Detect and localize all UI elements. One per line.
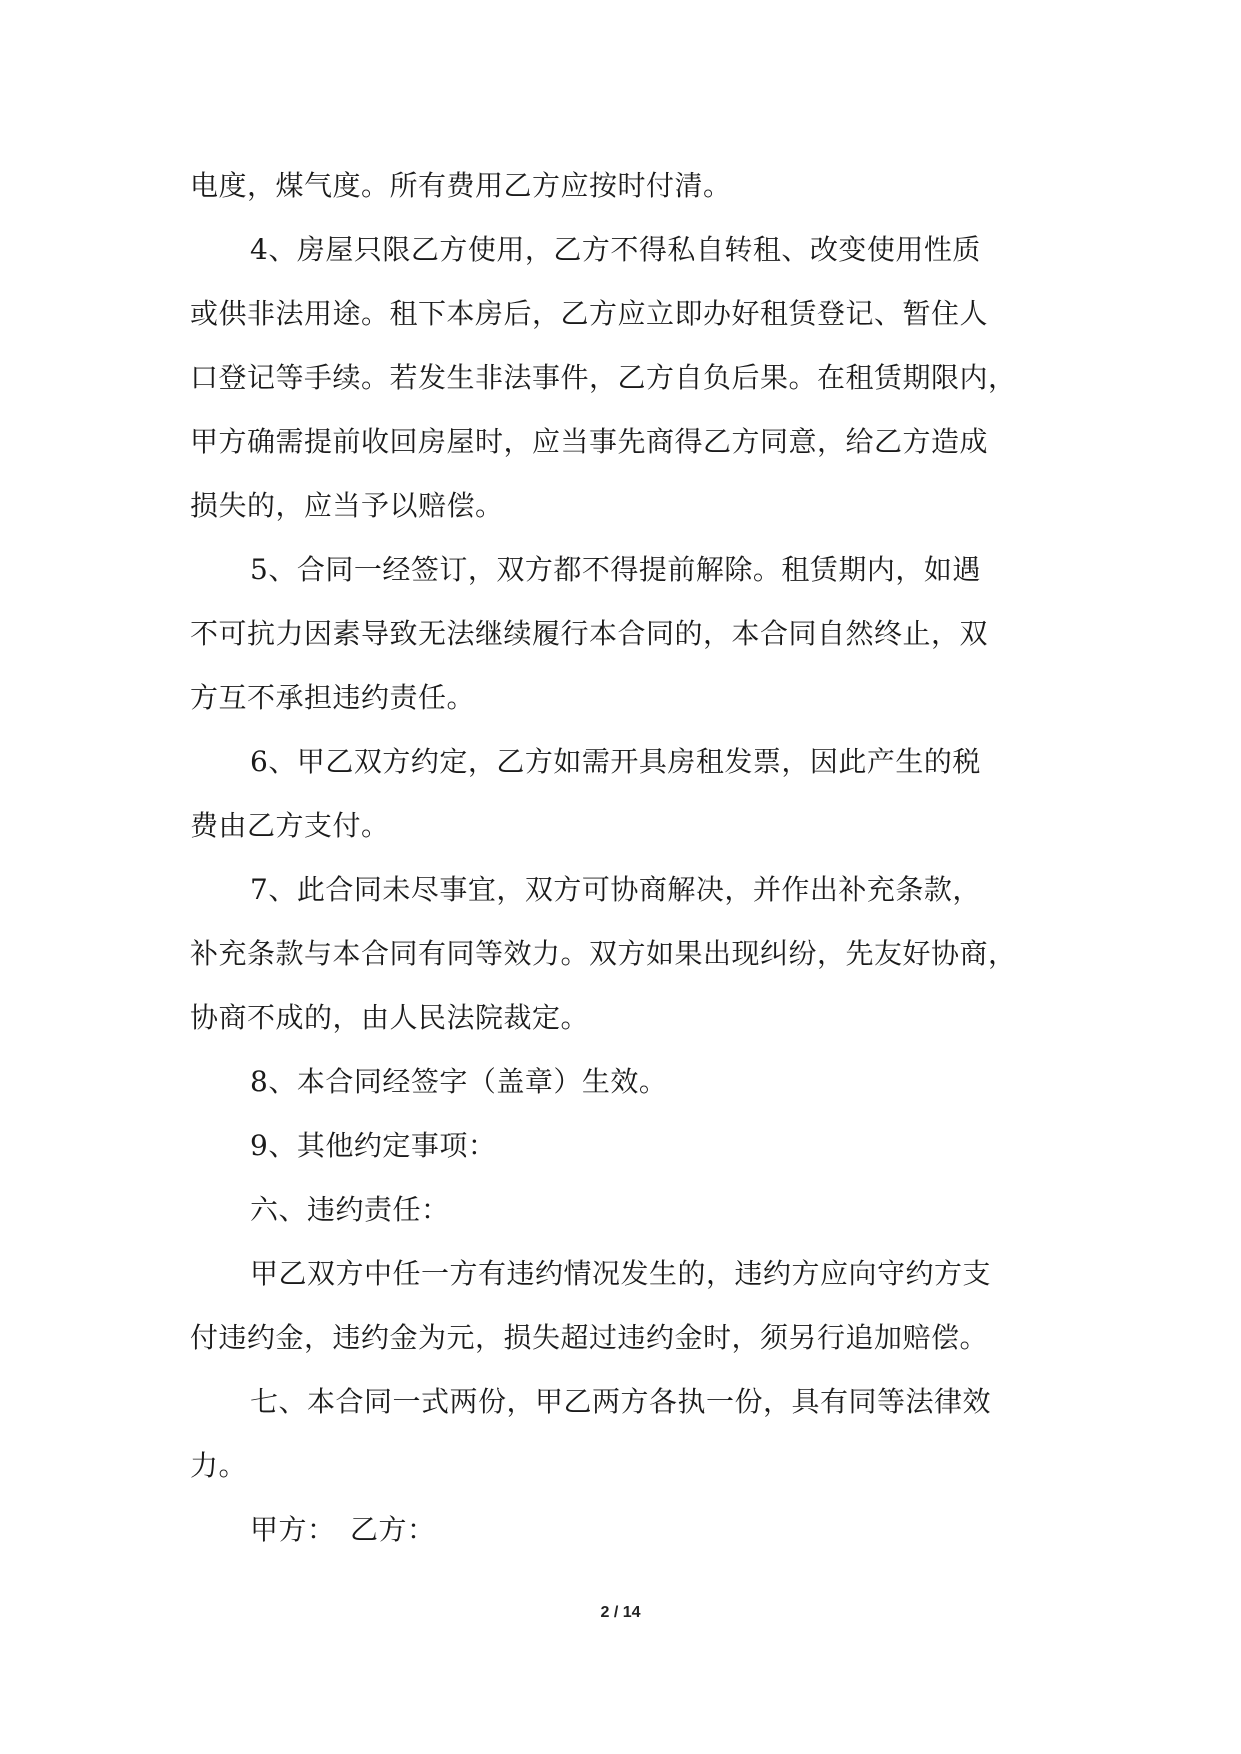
clause-8-line: 8、本合同经签字（盖章）生效。 bbox=[250, 1065, 668, 1098]
text-line: 方互不承担违约责任。 bbox=[190, 681, 476, 714]
text-line: 口登记等手续。若发生非法事件，乙方自负后果。在租赁期限内， bbox=[190, 361, 1017, 394]
document-body bbox=[190, 154, 1060, 1562]
text-line: 付违约金，违约金为元，损失超过违约金时，须另行追加赔偿。 bbox=[190, 1321, 989, 1354]
clause-5-line: 5、合同一经签订，双方都不得提前解除。租赁期内，如遇 bbox=[250, 553, 981, 586]
text-line: 损失的，应当予以赔偿。 bbox=[190, 489, 504, 522]
text-line: 费由乙方支付。 bbox=[190, 809, 390, 842]
clause-4-line: 4、房屋只限乙方使用，乙方不得私自转租、改变使用性质 bbox=[250, 233, 981, 266]
text-line: 甲方确需提前收回房屋时，应当事先商得乙方同意，给乙方造成 bbox=[190, 425, 989, 458]
text-line: 补充条款与本合同有同等效力。双方如果出现纠纷，先友好协商， bbox=[190, 937, 1017, 970]
section-6-heading: 六、违约责任： bbox=[250, 1193, 450, 1226]
breach-clause-line: 甲乙双方中任一方有违约情况发生的，违约方应向守约方支 bbox=[250, 1257, 992, 1290]
signature-line: 甲方： 乙方： bbox=[250, 1513, 436, 1546]
section-7-line: 七、本合同一式两份，甲乙两方各执一份，具有同等法律效 bbox=[250, 1385, 992, 1418]
clause-7-line: 7、此合同未尽事宜，双方可协商解决，并作出补充条款， bbox=[250, 873, 981, 906]
clause-6-line: 6、甲乙双方约定，乙方如需开具房租发票，因此产生的税 bbox=[250, 745, 981, 778]
page-number: 2 / 14 bbox=[600, 1604, 641, 1621]
clause-9-line: 9、其他约定事项： bbox=[250, 1129, 497, 1162]
text-line: 不可抗力因素导致无法继续履行本合同的，本合同自然终止，双 bbox=[190, 617, 989, 650]
text-line: 力。 bbox=[190, 1449, 248, 1482]
text-line: 电度，煤气度。所有费用乙方应按时付清。 bbox=[190, 169, 732, 202]
text-line: 或供非法用途。租下本房后，乙方应立即办好租赁登记、暂住人 bbox=[190, 297, 989, 330]
text-line: 协商不成的，由人民法院裁定。 bbox=[190, 1001, 590, 1034]
